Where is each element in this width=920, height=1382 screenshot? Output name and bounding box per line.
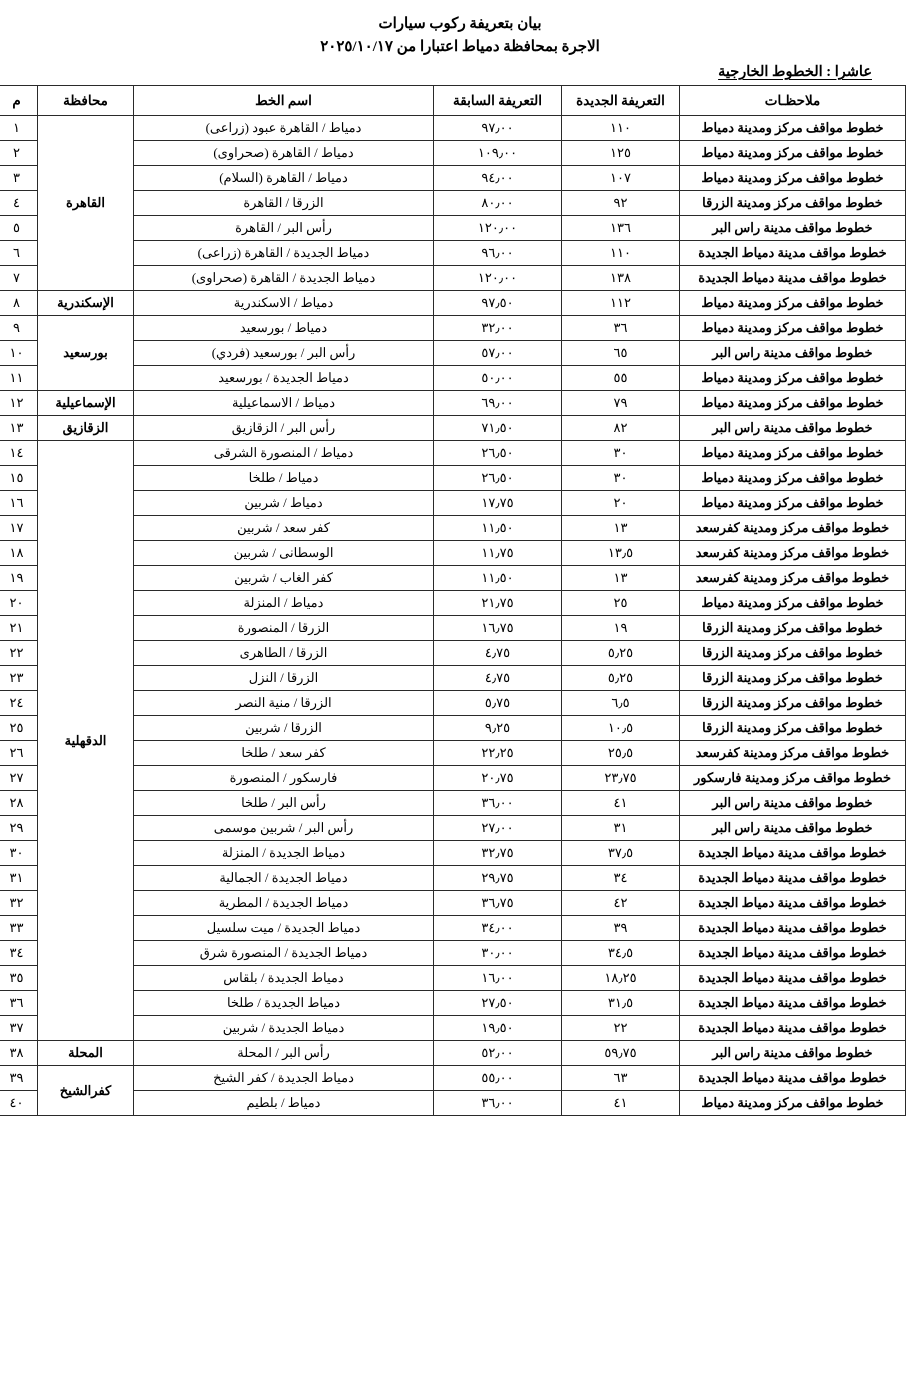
table-row (0, 841, 906, 866)
cell-row-number: ٣ (0, 166, 38, 191)
cell-line-name: دمياط / القاهرة عبود (زراعى) (134, 116, 434, 141)
cell-row-number: ٢٤ (0, 691, 38, 716)
cell-notes: خطوط مواقف مدينة راس البر (680, 791, 906, 816)
cell-line-name: دمياط الجديدة / بلقاس (134, 966, 434, 991)
table-row (0, 741, 906, 766)
cell-line-name: دمياط / شربين (134, 491, 434, 516)
cell-row-number: ٣٣ (0, 916, 38, 941)
cell-governorate: بورسعيد (38, 316, 134, 391)
cell-new-fare: ٢٥ (562, 591, 680, 616)
cell-new-fare: ٥٫٢٥ (562, 666, 680, 691)
cell-new-fare: ٦٣ (562, 1066, 680, 1091)
table-row (0, 1016, 906, 1041)
cell-row-number: ٥ (0, 216, 38, 241)
cell-old-fare: ٤٫٧٥ (434, 641, 562, 666)
cell-row-number: ١ (0, 116, 38, 141)
cell-old-fare: ١٢٠٫٠٠ (434, 216, 562, 241)
cell-notes: خطوط مواقف مركز ومدينة دمياط (680, 491, 906, 516)
cell-new-fare: ١٣ (562, 516, 680, 541)
cell-old-fare: ٧١٫٥٠ (434, 416, 562, 441)
cell-new-fare: ٣١٫٥ (562, 991, 680, 1016)
cell-governorate: الإسماعيلية (38, 391, 134, 416)
cell-new-fare: ٣٠ (562, 466, 680, 491)
table-row (0, 766, 906, 791)
table-row (0, 791, 906, 816)
cell-new-fare: ٤١ (562, 791, 680, 816)
table-row (0, 616, 906, 641)
cell-old-fare: ٦٩٫٠٠ (434, 391, 562, 416)
cell-row-number: ٣٨ (0, 1041, 38, 1066)
cell-line-name: الوسطانى / شربين (134, 541, 434, 566)
table-row (0, 1091, 906, 1116)
cell-row-number: ٣٠ (0, 841, 38, 866)
cell-new-fare: ٦٫٥ (562, 691, 680, 716)
cell-line-name: دمياط الجديدة / القاهرة (زراعى) (134, 241, 434, 266)
cell-notes: خطوط مواقف مدينة راس البر (680, 341, 906, 366)
cell-old-fare: ٢٧٫٠٠ (434, 816, 562, 841)
cell-row-number: ٢ (0, 141, 38, 166)
cell-new-fare: ٣٧٫٥ (562, 841, 680, 866)
cell-row-number: ٣٥ (0, 966, 38, 991)
table-row (0, 191, 906, 216)
cell-old-fare: ٢٦٫٥٠ (434, 441, 562, 466)
cell-row-number: ٣٧ (0, 1016, 38, 1041)
cell-notes: خطوط مواقف مركز ومدينة الزرقا (680, 716, 906, 741)
cell-new-fare: ٩٢ (562, 191, 680, 216)
cell-old-fare: ١١٫٥٠ (434, 566, 562, 591)
cell-notes: خطوط مواقف مركز ومدينة دمياط (680, 1091, 906, 1116)
cell-new-fare: ٢٣٫٧٥ (562, 766, 680, 791)
cell-line-name: كفر سعد / طلخا (134, 741, 434, 766)
cell-row-number: ٢٩ (0, 816, 38, 841)
cell-old-fare: ٢٦٫٥٠ (434, 466, 562, 491)
cell-old-fare: ٨٠٫٠٠ (434, 191, 562, 216)
cell-line-name: رأس البر / شربين موسمى (134, 816, 434, 841)
cell-notes: خطوط مواقف مدينة راس البر (680, 1041, 906, 1066)
cell-notes: خطوط مواقف مركز ومدينة الزرقا (680, 641, 906, 666)
table-row (0, 466, 906, 491)
table-row (0, 591, 906, 616)
cell-notes: خطوط مواقف مدينة راس البر (680, 416, 906, 441)
document-title (14, 14, 906, 58)
table-row (0, 341, 906, 366)
cell-notes: خطوط مواقف مركز ومدينة دمياط (680, 591, 906, 616)
cell-row-number: ٢٠ (0, 591, 38, 616)
cell-line-name: كفر سعد / شربين (134, 516, 434, 541)
table-row (0, 716, 906, 741)
table-row (0, 666, 906, 691)
cell-line-name: دمياط / طلخا (134, 466, 434, 491)
table-row (0, 866, 906, 891)
cell-line-name: الزرقا / منية النصر (134, 691, 434, 716)
cell-line-name: دمياط / بلطيم (134, 1091, 434, 1116)
cell-line-name: الزرقا / الطاهرى (134, 641, 434, 666)
column-header-line: اسم الخط (134, 86, 434, 116)
column-header-gov: محافظة (38, 86, 134, 116)
cell-new-fare: ١١٢ (562, 291, 680, 316)
cell-old-fare: ٩٦٫٠٠ (434, 241, 562, 266)
table-row (0, 991, 906, 1016)
cell-row-number: ٢٣ (0, 666, 38, 691)
cell-old-fare: ٣٢٫٧٥ (434, 841, 562, 866)
cell-old-fare: ١١٫٥٠ (434, 516, 562, 541)
cell-row-number: ٣١ (0, 866, 38, 891)
cell-old-fare: ١٦٫٠٠ (434, 966, 562, 991)
cell-new-fare: ١٣٫٥ (562, 541, 680, 566)
cell-old-fare: ٩٫٢٥ (434, 716, 562, 741)
title-line-1: بيان بتعريفة ركوب سيارات (378, 16, 542, 32)
cell-line-name: الزرقا / المنصورة (134, 616, 434, 641)
cell-old-fare: ٣٦٫٠٠ (434, 791, 562, 816)
cell-new-fare: ٢٥٫٥ (562, 741, 680, 766)
cell-old-fare: ٥٥٫٠٠ (434, 1066, 562, 1091)
table-row (0, 366, 906, 391)
cell-row-number: ٧ (0, 266, 38, 291)
cell-new-fare: ٣٠ (562, 441, 680, 466)
cell-old-fare: ٩٤٫٠٠ (434, 166, 562, 191)
cell-line-name: دمياط / القاهرة (السلام) (134, 166, 434, 191)
cell-line-name: رأس البر / القاهرة (134, 216, 434, 241)
cell-line-name: دمياط الجديدة / القاهرة (صحراوى) (134, 266, 434, 291)
cell-line-name: دمياط الجديدة / كفر الشيخ (134, 1066, 434, 1091)
cell-row-number: ٢٧ (0, 766, 38, 791)
cell-new-fare: ٣٤ (562, 866, 680, 891)
cell-governorate: كفرالشيخ (38, 1066, 134, 1116)
table-row (0, 541, 906, 566)
cell-notes: خطوط مواقف مركز ومدينة دمياط (680, 116, 906, 141)
cell-new-fare: ٤١ (562, 1091, 680, 1116)
cell-new-fare: ١١٠ (562, 116, 680, 141)
cell-row-number: ٤ (0, 191, 38, 216)
cell-line-name: كفر الغاب / شربين (134, 566, 434, 591)
cell-notes: خطوط مواقف مركز ومدينة الزرقا (680, 191, 906, 216)
table-row (0, 516, 906, 541)
section-label: عاشرا : الخطوط الخارجية (718, 64, 872, 80)
title-line-2: الاجرة بمحافظة دمياط اعتبارا من ٢٠٢٥/١٠/١٧ (320, 39, 600, 55)
cell-row-number: ٢٨ (0, 791, 38, 816)
cell-line-name: فارسكور / المنصورة (134, 766, 434, 791)
table-row (0, 691, 906, 716)
cell-notes: خطوط مواقف مدينة دمياط الجديدة (680, 866, 906, 891)
cell-new-fare: ٥٫٢٥ (562, 641, 680, 666)
cell-notes: خطوط مواقف مركز ومدينة الزرقا (680, 666, 906, 691)
cell-governorate: المحلة (38, 1041, 134, 1066)
cell-notes: خطوط مواقف مدينة دمياط الجديدة (680, 1066, 906, 1091)
cell-new-fare: ٥٥ (562, 366, 680, 391)
cell-governorate: القاهرة (38, 116, 134, 291)
cell-new-fare: ٣٦ (562, 316, 680, 341)
cell-old-fare: ٢٠٫٧٥ (434, 766, 562, 791)
cell-new-fare: ١٠٫٥ (562, 716, 680, 741)
cell-line-name: رأس البر / الزقازيق (134, 416, 434, 441)
cell-new-fare: ١٨٫٢٥ (562, 966, 680, 991)
cell-row-number: ١٤ (0, 441, 38, 466)
cell-row-number: ٣٩ (0, 1066, 38, 1091)
cell-line-name: دمياط الجديدة / بورسعيد (134, 366, 434, 391)
cell-notes: خطوط مواقف مدينة دمياط الجديدة (680, 841, 906, 866)
cell-old-fare: ٥٧٫٠٠ (434, 341, 562, 366)
cell-notes: خطوط مواقف مدينة دمياط الجديدة (680, 916, 906, 941)
cell-new-fare: ١٩ (562, 616, 680, 641)
cell-new-fare: ٣٤٫٥ (562, 941, 680, 966)
cell-line-name: دمياط الجديدة / الجمالية (134, 866, 434, 891)
table-row (0, 141, 906, 166)
cell-line-name: الزرقا / النزل (134, 666, 434, 691)
cell-row-number: ٢٥ (0, 716, 38, 741)
cell-row-number: ١٣ (0, 416, 38, 441)
cell-notes: خطوط مواقف مركز ومدينة دمياط (680, 366, 906, 391)
cell-old-fare: ١٢٠٫٠٠ (434, 266, 562, 291)
cell-governorate: الزقازيق (38, 416, 134, 441)
cell-old-fare: ٥٫٧٥ (434, 691, 562, 716)
cell-old-fare: ٩٧٫٥٠ (434, 291, 562, 316)
cell-line-name: دمياط الجديدة / ميت سلسيل (134, 916, 434, 941)
cell-line-name: رأس البر / بورسعيد (فردي) (134, 341, 434, 366)
cell-row-number: ٨ (0, 291, 38, 316)
cell-row-number: ٣٤ (0, 941, 38, 966)
table-row (0, 441, 906, 466)
table-row (0, 391, 906, 416)
cell-row-number: ٢١ (0, 616, 38, 641)
cell-notes: خطوط مواقف مركز ومدينة دمياط (680, 316, 906, 341)
cell-old-fare: ١١٫٧٥ (434, 541, 562, 566)
cell-notes: خطوط مواقف مركز ومدينة دمياط (680, 166, 906, 191)
cell-row-number: ١٧ (0, 516, 38, 541)
cell-old-fare: ١٧٫٧٥ (434, 491, 562, 516)
cell-line-name: دمياط / المنصورة الشرقى (134, 441, 434, 466)
cell-notes: خطوط مواقف مدينة دمياط الجديدة (680, 241, 906, 266)
cell-old-fare: ٤٫٧٥ (434, 666, 562, 691)
table-row (0, 641, 906, 666)
cell-old-fare: ٣٦٫٧٥ (434, 891, 562, 916)
cell-row-number: ٦ (0, 241, 38, 266)
cell-row-number: ١٥ (0, 466, 38, 491)
cell-new-fare: ٨٢ (562, 416, 680, 441)
cell-new-fare: ١٣ (562, 566, 680, 591)
cell-line-name: دمياط / بورسعيد (134, 316, 434, 341)
cell-notes: خطوط مواقف مدينة دمياط الجديدة (680, 266, 906, 291)
column-header-num: م (0, 86, 38, 116)
cell-line-name: دمياط الجديدة / المطرية (134, 891, 434, 916)
table-row (0, 891, 906, 916)
cell-new-fare: ٢٢ (562, 1016, 680, 1041)
table-row (0, 916, 906, 941)
cell-new-fare: ٧٩ (562, 391, 680, 416)
cell-row-number: ٢٦ (0, 741, 38, 766)
cell-notes: خطوط مواقف مركز ومدينة كفرسعد (680, 541, 906, 566)
cell-old-fare: ٣٦٫٠٠ (434, 1091, 562, 1116)
table-row (0, 1041, 906, 1066)
fare-table (0, 85, 906, 1116)
cell-notes: خطوط مواقف مدينة دمياط الجديدة (680, 1016, 906, 1041)
table-row (0, 966, 906, 991)
cell-old-fare: ٥٠٫٠٠ (434, 366, 562, 391)
cell-row-number: ١٦ (0, 491, 38, 516)
cell-line-name: دمياط الجديدة / المنزلة (134, 841, 434, 866)
column-header-old-fare: التعريفة السابقة (434, 86, 562, 116)
cell-line-name: رأس البر / طلخا (134, 791, 434, 816)
cell-old-fare: ٥٢٫٠٠ (434, 1041, 562, 1066)
cell-row-number: ١٢ (0, 391, 38, 416)
cell-new-fare: ٤٢ (562, 891, 680, 916)
cell-new-fare: ٢٠ (562, 491, 680, 516)
cell-new-fare: ١٣٦ (562, 216, 680, 241)
table-row (0, 241, 906, 266)
cell-notes: خطوط مواقف مركز ومدينة كفرسعد (680, 741, 906, 766)
cell-notes: خطوط مواقف مدينة راس البر (680, 216, 906, 241)
cell-notes: خطوط مواقف مدينة دمياط الجديدة (680, 991, 906, 1016)
table-row (0, 291, 906, 316)
table-row (0, 216, 906, 241)
table-row (0, 166, 906, 191)
cell-old-fare: ٢٢٫٢٥ (434, 741, 562, 766)
cell-notes: خطوط مواقف مركز ومدينة كفرسعد (680, 516, 906, 541)
table-row (0, 941, 906, 966)
cell-notes: خطوط مواقف مركز ومدينة كفرسعد (680, 566, 906, 591)
cell-notes: خطوط مواقف مدينة دمياط الجديدة (680, 941, 906, 966)
cell-old-fare: ١٠٩٫٠٠ (434, 141, 562, 166)
cell-new-fare: ٦٥ (562, 341, 680, 366)
cell-new-fare: ١١٠ (562, 241, 680, 266)
cell-old-fare: ٢١٫٧٥ (434, 591, 562, 616)
cell-notes: خطوط مواقف مركز ومدينة دمياط (680, 466, 906, 491)
cell-row-number: ١٨ (0, 541, 38, 566)
cell-new-fare: ١٣٨ (562, 266, 680, 291)
column-header-notes: ملاحظـات (680, 86, 906, 116)
table-row (0, 116, 906, 141)
cell-notes: خطوط مواقف مركز ومدينة فارسكور (680, 766, 906, 791)
cell-old-fare: ١٦٫٧٥ (434, 616, 562, 641)
table-row (0, 416, 906, 441)
cell-notes: خطوط مواقف مركز ومدينة دمياط (680, 441, 906, 466)
cell-old-fare: ٩٧٫٠٠ (434, 116, 562, 141)
cell-governorate: الإسكندرية (38, 291, 134, 316)
cell-notes: خطوط مواقف مدينة راس البر (680, 816, 906, 841)
cell-line-name: دمياط الجديدة / طلخا (134, 991, 434, 1016)
cell-old-fare: ١٩٫٥٠ (434, 1016, 562, 1041)
table-row (0, 266, 906, 291)
table-row (0, 316, 906, 341)
cell-governorate: الدقهلية (38, 441, 134, 1041)
cell-line-name: دمياط الجديدة / المنصورة شرق (134, 941, 434, 966)
cell-line-name: دمياط / المنزلة (134, 591, 434, 616)
cell-line-name: رأس البر / المحلة (134, 1041, 434, 1066)
cell-new-fare: ٣٩ (562, 916, 680, 941)
cell-old-fare: ٢٩٫٧٥ (434, 866, 562, 891)
cell-notes: خطوط مواقف مدينة دمياط الجديدة (680, 891, 906, 916)
cell-notes: خطوط مواقف مركز ومدينة الزرقا (680, 691, 906, 716)
cell-old-fare: ٢٧٫٥٠ (434, 991, 562, 1016)
table-row (0, 491, 906, 516)
cell-old-fare: ٣٤٫٠٠ (434, 916, 562, 941)
cell-row-number: ١١ (0, 366, 38, 391)
cell-line-name: الزرقا / القاهرة (134, 191, 434, 216)
table-header-row (0, 86, 906, 116)
cell-line-name: دمياط / الاسكندرية (134, 291, 434, 316)
cell-line-name: دمياط / القاهرة (صحراوى) (134, 141, 434, 166)
cell-notes: خطوط مواقف مركز ومدينة دمياط (680, 291, 906, 316)
cell-notes: خطوط مواقف مدينة دمياط الجديدة (680, 966, 906, 991)
cell-notes: خطوط مواقف مركز ومدينة الزرقا (680, 616, 906, 641)
table-row (0, 566, 906, 591)
cell-old-fare: ٣٠٫٠٠ (434, 941, 562, 966)
cell-row-number: ٢٢ (0, 641, 38, 666)
cell-row-number: ١٩ (0, 566, 38, 591)
cell-line-name: دمياط الجديدة / شربين (134, 1016, 434, 1041)
table-header (0, 86, 906, 116)
cell-new-fare: ١٢٥ (562, 141, 680, 166)
cell-new-fare: ١٠٧ (562, 166, 680, 191)
cell-row-number: ٩ (0, 316, 38, 341)
cell-new-fare: ٣١ (562, 816, 680, 841)
table-row (0, 1066, 906, 1091)
cell-row-number: ٣٦ (0, 991, 38, 1016)
cell-notes: خطوط مواقف مركز ومدينة دمياط (680, 391, 906, 416)
cell-line-name: الزرقا / شربين (134, 716, 434, 741)
cell-old-fare: ٣٢٫٠٠ (434, 316, 562, 341)
cell-new-fare: ٥٩٫٧٥ (562, 1041, 680, 1066)
cell-row-number: ٤٠ (0, 1091, 38, 1116)
cell-notes: خطوط مواقف مركز ومدينة دمياط (680, 141, 906, 166)
column-header-new-fare: التعريفة الجديدة (562, 86, 680, 116)
cell-line-name: دمياط / الاسماعيلية (134, 391, 434, 416)
table-body (0, 116, 906, 1116)
cell-row-number: ١٠ (0, 341, 38, 366)
table-row (0, 816, 906, 841)
cell-row-number: ٣٢ (0, 891, 38, 916)
